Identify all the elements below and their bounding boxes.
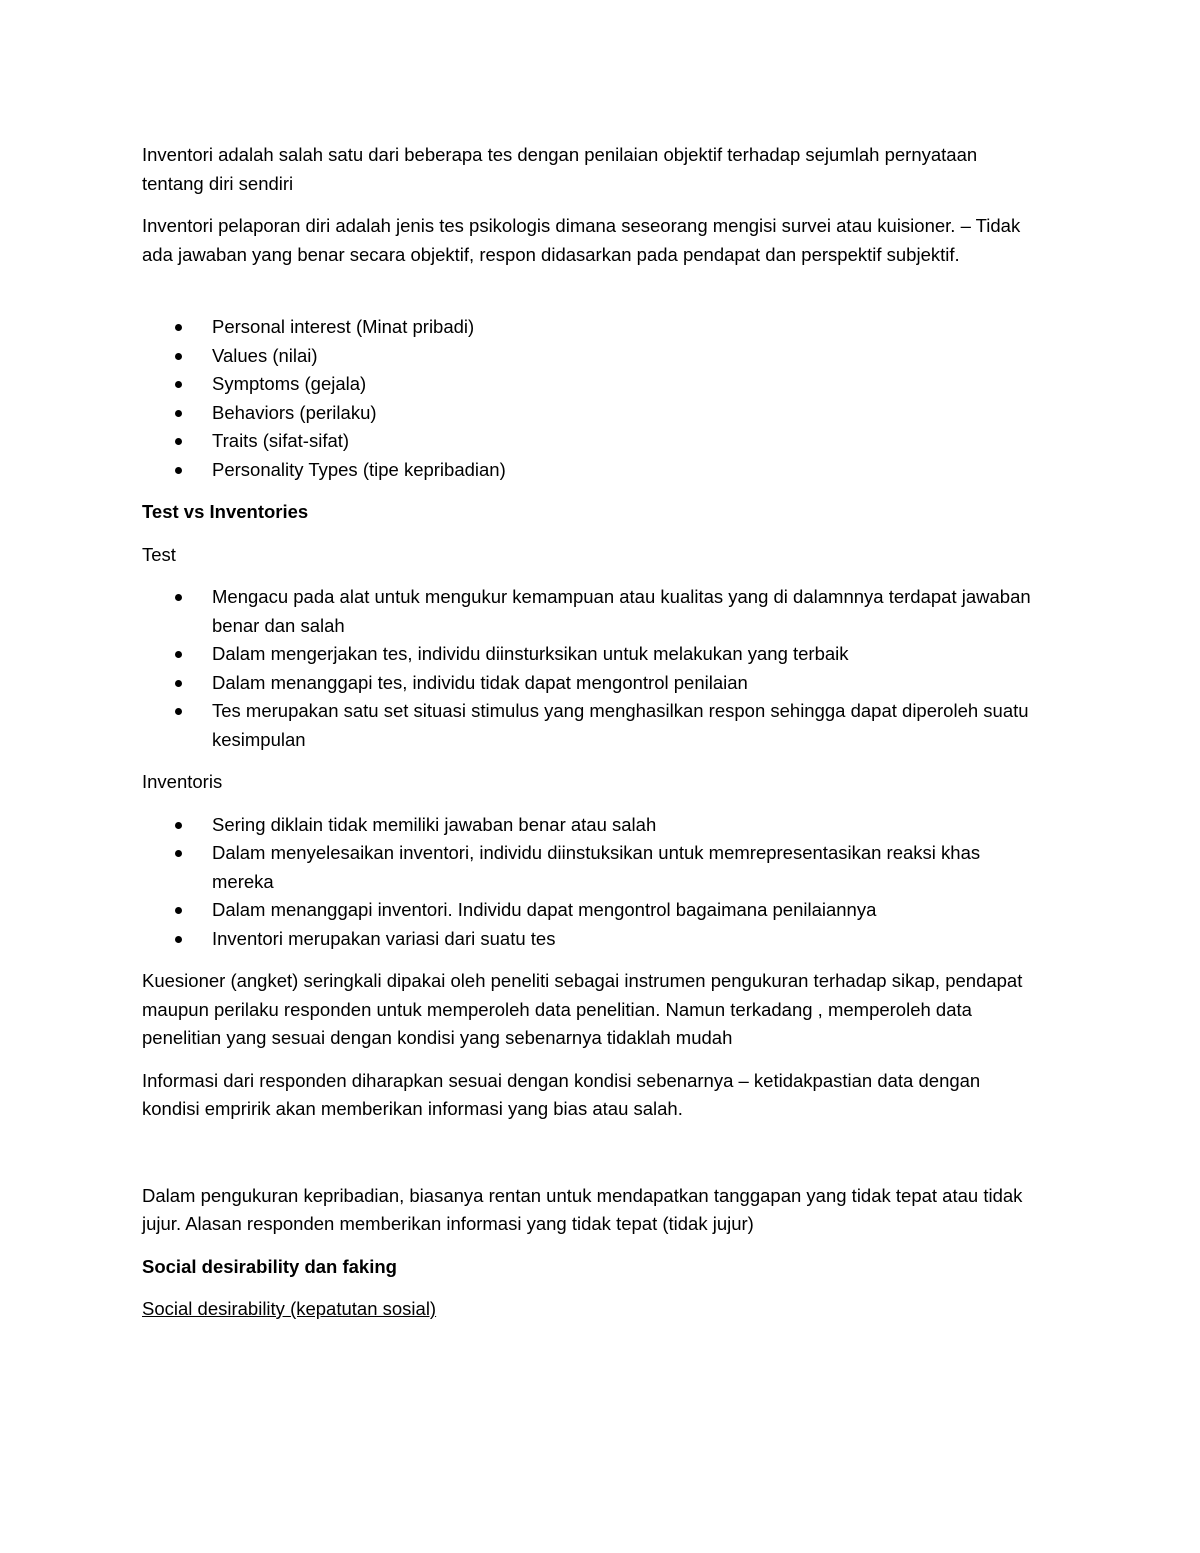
- list-item: Dalam menyelesaikan inventori, individu diinstuksikan untuk memrepresentasikan reaksi khas mereka: [142, 839, 1042, 896]
- paragraph-kuesioner: Kuesioner (angket) seringkali dipakai oleh peneliti sebagai instrumen pengukuran terhadap sikap, pendapat maupun perilaku responden untuk memperoleh data penelitian. Namun terkadang , memperoleh data penelitian yang sesuai dengan kondisi yang sebenarnya tidaklah mudah: [142, 970, 1023, 1048]
- list-item: Mengacu pada alat untuk mengukur kemampuan atau kualitas yang di dalamnnya terdapat jawaban benar dan salah: [142, 583, 1042, 640]
- list-item: Personality Types (tipe kepribadian): [142, 456, 1042, 485]
- paragraph-informasi: Informasi dari responden diharapkan sesuai dengan kondisi sebenarnya – ketidakpastian data dengan kondisi empririk akan memberikan informasi yang bias atau salah.: [142, 1069, 981, 1119]
- list-item: Dalam mengerjakan tes, individu diinsturksikan untuk melakukan yang terbaik: [142, 640, 1042, 669]
- list-item: Tes merupakan satu set situasi stimulus yang menghasilkan respon sehingga dapat diperoleh suatu kesimpulan: [142, 697, 1042, 754]
- test-characteristics-list: [142, 583, 1042, 754]
- paragraph-pengukuran: Dalam pengukuran kepribadian, biasanya rentan untuk mendapatkan tanggapan yang tidak tepat atau tidak jujur. Alasan responden memberikan informasi yang tidak tepat (tidak jujur): [142, 1184, 1023, 1234]
- list-item: Personal interest (Minat pribadi): [142, 313, 1042, 342]
- blank-line: [142, 283, 1042, 313]
- inventory-aspects-list: [142, 313, 1042, 484]
- list-item: Behaviors (perilaku): [142, 399, 1042, 428]
- list-item: Symptoms (gejala): [142, 370, 1042, 399]
- label-test: Test: [142, 543, 176, 565]
- list-item: Traits (sifat-sifat): [142, 427, 1042, 456]
- list-item: Sering diklain tidak memiliki jawaban benar atau salah: [142, 811, 1042, 840]
- inventoris-characteristics-list: [142, 811, 1042, 954]
- blank-line: [142, 1138, 1042, 1182]
- heading-social-desirability: Social desirability dan faking: [142, 1255, 397, 1277]
- label-inventoris: Inventoris: [142, 771, 223, 792]
- heading-test-vs-inventories: Test vs Inventories: [142, 501, 309, 522]
- paragraph-self-report: Inventori pelaporan diri adalah jenis tes psikologis dimana seseorang mengisi survei atau kuisioner. – Tidak ada jawaban yang benar secara objektif, respon didasarkan pada pendapat dan perspektif subjektif.: [142, 215, 1021, 265]
- list-item: Inventori merupakan variasi dari suatu tes: [142, 925, 1042, 954]
- document-page: [142, 141, 1042, 1338]
- list-item: Dalam menanggapi inventori. Individu dapat mengontrol bagaimana penilaiannya: [142, 896, 1042, 925]
- subheading-social-desirability: Social desirability (kepatutan sosial): [142, 1298, 437, 1319]
- list-item: Values (nilai): [142, 342, 1042, 371]
- list-item: Dalam menanggapi tes, individu tidak dapat mengontrol penilaian: [142, 669, 1042, 698]
- paragraph-inventori-definition: Inventori adalah salah satu dari beberapa tes dengan penilaian objektif terhadap sejumlah pernyataan tentang diri sendiri: [142, 144, 978, 194]
